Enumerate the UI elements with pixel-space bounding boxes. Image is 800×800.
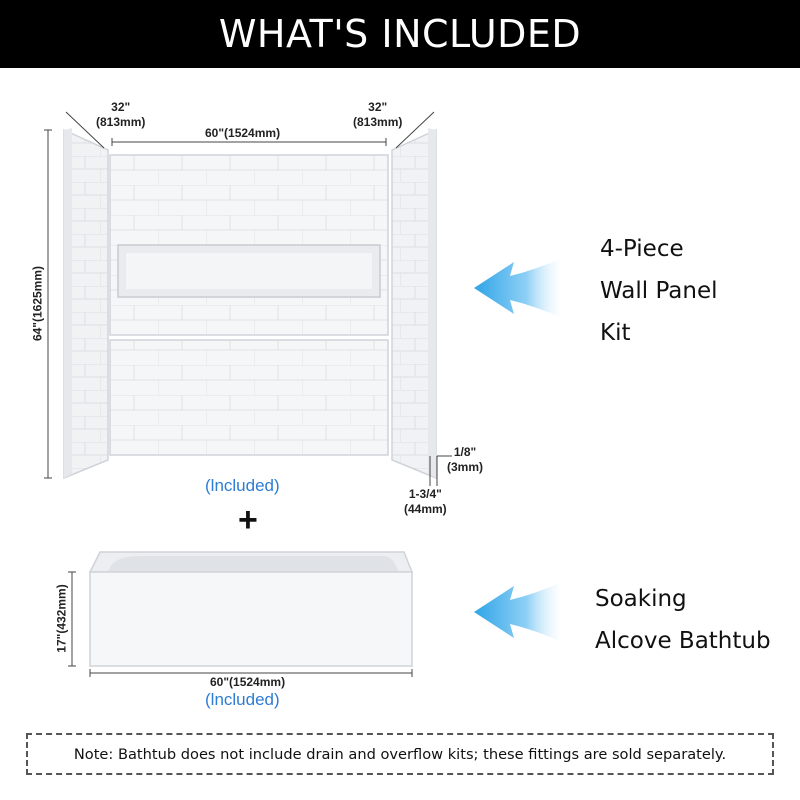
thickness-label: 1/8" (3mm): [447, 445, 484, 474]
back-panel-upper: [110, 155, 388, 335]
tub-width-label: 60"(1524mm): [210, 675, 286, 689]
left-side-width-label: 32" (813mm): [96, 100, 146, 129]
back-width-label: 60"(1524mm): [205, 126, 281, 140]
plus-sign: +: [238, 501, 258, 539]
bathtub-illustration: [90, 552, 412, 666]
right-side-width-label: 32" (813mm): [353, 100, 403, 129]
tub-included-label: (lncluded): [205, 690, 280, 709]
bathtub-description: Soaking Alcove Bathtub: [595, 586, 771, 654]
wall-kit-description: 4-Piece Wall Panel Kit: [600, 236, 718, 346]
note-box: [26, 733, 774, 775]
back-panel-lower: [110, 340, 388, 455]
arrow-left-icon: [474, 258, 562, 318]
wall-height-label: 64"(1625mm): [30, 265, 45, 342]
arrow-left-icon: [474, 582, 562, 642]
note-text: Note: Bathtub does not include drain and overflow kits; these fittings are sold separately.: [73, 745, 727, 763]
tub-height-label: 17"(432mm): [54, 584, 69, 653]
flange-label: 1-3/4" (44mm): [404, 487, 447, 516]
page-title: WHAT'S INCLUDED: [218, 12, 582, 56]
right-side-panel: [392, 128, 436, 478]
left-side-panel: [64, 128, 108, 478]
wall-kit-included-label: (lncluded): [205, 476, 280, 495]
